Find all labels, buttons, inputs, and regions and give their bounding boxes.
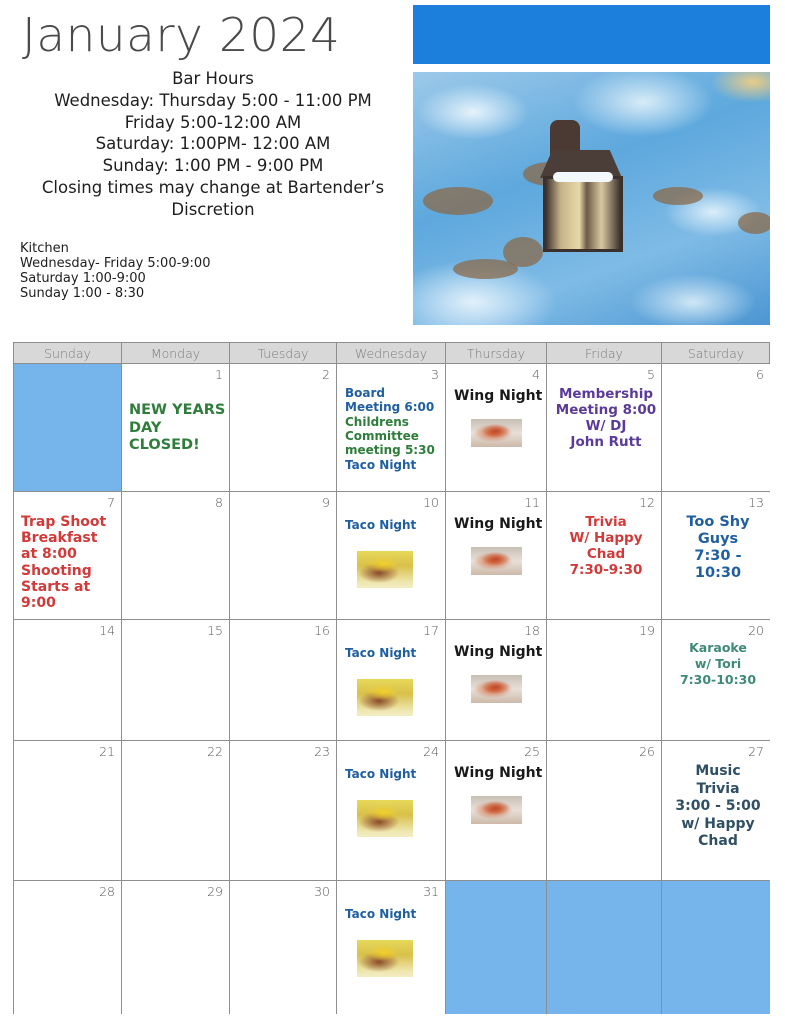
weekday-wednesday: Wednesday <box>337 343 446 364</box>
event-text: Meeting 6:00 <box>345 400 435 414</box>
kitchen-heading: Kitchen <box>20 241 69 256</box>
day-cell-4 <box>446 364 547 492</box>
day-number: 26 <box>639 744 655 759</box>
event-item <box>454 765 542 781</box>
event-list <box>547 514 661 580</box>
event-text: Taco Night <box>345 458 417 472</box>
event-text: DAY <box>129 419 162 436</box>
event-text: Taco Night <box>345 518 417 532</box>
event-list <box>446 644 546 662</box>
day-cell-27 <box>662 741 770 881</box>
empty-day-cell <box>14 364 122 492</box>
day-cell-5 <box>547 364 662 492</box>
event-text: Wing Night <box>454 765 543 781</box>
event-item <box>21 563 117 611</box>
day-cell-12 <box>547 492 662 620</box>
day-cell-18 <box>446 620 547 741</box>
event-item <box>345 415 441 457</box>
day-cell-24 <box>337 741 446 881</box>
day-cell-1 <box>122 364 230 492</box>
bar-hours-line: Saturday: 1:00PM- 12:00 AM <box>95 134 331 154</box>
event-item <box>454 388 542 404</box>
event-text: w/ Happy <box>681 815 755 832</box>
chicken-wings-icon <box>471 419 522 447</box>
event-text: 10:30 <box>694 565 742 581</box>
day-cell-31 <box>337 881 446 1014</box>
day-number: 1 <box>215 367 223 382</box>
event-text: Chad <box>698 833 738 849</box>
kitchen-line: Wednesday- Friday 5:00-9:00 <box>20 256 211 271</box>
weekday-header <box>14 343 769 364</box>
event-item <box>555 386 657 450</box>
event-text: 3:00 - 5:00 <box>675 798 761 814</box>
event-text: Childrens <box>345 415 409 429</box>
day-cell-29 <box>122 881 230 1014</box>
day-number: 9 <box>322 495 330 510</box>
day-number: 30 <box>314 884 330 899</box>
event-text: meeting 5:30 <box>345 443 435 457</box>
event-list <box>662 514 770 584</box>
event-text: Board <box>345 386 385 400</box>
day-number: 28 <box>99 884 115 899</box>
event-text: 9:00 <box>21 595 56 611</box>
day-number: 19 <box>639 623 655 638</box>
day-number: 3 <box>431 367 439 382</box>
day-number: 27 <box>748 744 764 759</box>
event-item <box>454 644 542 660</box>
day-number: 18 <box>524 623 540 638</box>
event-text: Trivia <box>696 780 740 797</box>
event-list <box>662 640 770 690</box>
event-list <box>337 646 445 662</box>
event-list <box>337 767 445 783</box>
bar-hours-heading: Bar Hours <box>172 69 254 88</box>
event-text: Membership <box>558 386 654 402</box>
event-text: Chad <box>586 546 626 562</box>
event-text: Committee <box>345 429 419 443</box>
event-list <box>446 516 546 534</box>
event-list <box>337 907 445 923</box>
event-text: Trap Shoot <box>21 514 107 530</box>
day-cell-17 <box>337 620 446 741</box>
day-number: 31 <box>423 884 439 899</box>
bar-hours-line: Discretion <box>171 199 255 219</box>
day-number: 15 <box>207 623 223 638</box>
event-list <box>122 402 229 457</box>
event-text: Meeting 8:00 <box>555 402 657 418</box>
event-text: Too Shy <box>686 514 750 530</box>
event-text: Breakfast <box>21 530 98 546</box>
event-item <box>454 516 542 532</box>
day-cell-23 <box>230 741 337 881</box>
event-text: Guys <box>697 531 739 547</box>
day-number: 2 <box>322 367 330 382</box>
event-text: Trivia <box>585 514 627 530</box>
blue-banner <box>413 5 770 64</box>
empty-day-cell <box>446 881 547 1014</box>
event-list <box>662 763 770 853</box>
event-item <box>670 763 766 851</box>
event-list <box>337 518 445 534</box>
taco-icon <box>357 679 413 716</box>
day-cell-19 <box>547 620 662 741</box>
event-item <box>21 514 117 562</box>
event-text: W/ Happy <box>569 530 643 546</box>
event-text: Karaoke <box>689 640 747 655</box>
calendar-grid <box>13 342 770 1014</box>
event-item <box>345 767 441 781</box>
day-number: 11 <box>524 495 540 510</box>
day-number: 7 <box>107 495 115 510</box>
bar-hours <box>18 68 408 221</box>
day-cell-28 <box>14 881 122 1014</box>
day-number: 6 <box>756 367 764 382</box>
day-number: 14 <box>99 623 115 638</box>
event-text: 7:30-10:30 <box>679 672 757 687</box>
day-number: 12 <box>639 495 655 510</box>
event-text: CLOSED! <box>129 437 200 453</box>
event-text: Wing Night <box>454 516 543 532</box>
empty-day-cell <box>662 881 770 1014</box>
day-cell-2 <box>230 364 337 492</box>
event-text: Wing Night <box>454 388 543 404</box>
weekday-tuesday: Tuesday <box>230 343 337 364</box>
day-cell-30 <box>230 881 337 1014</box>
day-cell-9 <box>230 492 337 620</box>
bar-hours-line: Closing times may change at Bartender’s <box>41 177 385 197</box>
day-number: 29 <box>207 884 223 899</box>
event-text: Taco Night <box>345 907 417 921</box>
day-number: 24 <box>423 744 439 759</box>
day-cell-13 <box>662 492 770 620</box>
event-text: Starts at <box>21 579 91 595</box>
taco-icon <box>357 800 413 837</box>
kitchen-hours <box>20 241 210 301</box>
weekday-monday: Monday <box>122 343 230 364</box>
weekday-thursday: Thursday <box>446 343 547 364</box>
day-cell-15 <box>122 620 230 741</box>
snowy-lantern-photo <box>413 72 770 325</box>
day-number: 25 <box>524 744 540 759</box>
event-text: 7:30 - <box>694 548 742 564</box>
day-cell-10 <box>337 492 446 620</box>
event-text: Taco Night <box>345 767 417 781</box>
kitchen-line: Saturday 1:00-9:00 <box>20 271 146 286</box>
event-text: John Rutt <box>570 434 642 450</box>
day-cell-14 <box>14 620 122 741</box>
day-number: 16 <box>314 623 330 638</box>
event-item <box>670 514 766 582</box>
day-cell-3 <box>337 364 446 492</box>
event-text: Wing Night <box>454 644 543 660</box>
event-text: W/ DJ <box>585 418 627 434</box>
event-list <box>446 388 546 406</box>
event-item <box>345 458 441 472</box>
day-cell-26 <box>547 741 662 881</box>
day-cell-22 <box>122 741 230 881</box>
day-cell-16 <box>230 620 337 741</box>
day-number: 5 <box>647 367 655 382</box>
event-item <box>670 640 766 688</box>
weekday-sunday: Sunday <box>14 343 122 364</box>
event-item <box>129 402 225 455</box>
event-item <box>345 518 441 532</box>
chicken-wings-icon <box>471 547 522 575</box>
event-item <box>345 646 441 660</box>
event-list <box>446 765 546 783</box>
chicken-wings-icon <box>471 796 522 824</box>
event-list <box>337 386 445 473</box>
day-number: 8 <box>215 495 223 510</box>
event-list <box>14 514 121 612</box>
empty-day-cell <box>547 881 662 1014</box>
event-item <box>345 386 441 414</box>
day-number: 10 <box>423 495 439 510</box>
day-cell-11 <box>446 492 547 620</box>
event-text: Taco Night <box>345 646 417 660</box>
day-number: 4 <box>532 367 540 382</box>
day-cell-8 <box>122 492 230 620</box>
bar-hours-line: Friday 5:00-12:00 AM <box>124 112 302 132</box>
day-cell-7 <box>14 492 122 620</box>
day-number: 23 <box>314 744 330 759</box>
event-text: w/ Tori <box>694 656 742 671</box>
taco-icon <box>357 551 413 588</box>
event-list <box>547 386 661 452</box>
day-number: 21 <box>99 744 115 759</box>
weekday-friday: Friday <box>547 343 662 364</box>
day-number: 20 <box>748 623 764 638</box>
day-number: 17 <box>423 623 439 638</box>
event-text: NEW YEARS <box>129 402 226 418</box>
bar-hours-line: Wednesday: Thursday 5:00 - 11:00 PM <box>54 90 372 110</box>
day-number: 13 <box>748 495 764 510</box>
event-item <box>345 907 441 921</box>
day-cell-6 <box>662 364 770 492</box>
event-text: 7:30-9:30 <box>569 562 643 578</box>
bar-hours-line: Sunday: 1:00 PM - 9:00 PM <box>102 156 324 176</box>
event-text: Music <box>695 763 741 779</box>
event-text: Shooting <box>21 563 92 579</box>
page-title: January 2024 <box>22 8 341 62</box>
kitchen-line: Sunday 1:00 - 8:30 <box>20 286 145 301</box>
day-cell-20 <box>662 620 770 741</box>
chicken-wings-icon <box>471 675 522 703</box>
taco-icon <box>357 940 413 977</box>
day-number: 22 <box>207 744 223 759</box>
day-cell-21 <box>14 741 122 881</box>
weekday-saturday: Saturday <box>687 346 745 361</box>
event-item <box>555 514 657 578</box>
day-cell-25 <box>446 741 547 881</box>
event-text: at 8:00 <box>21 546 77 562</box>
